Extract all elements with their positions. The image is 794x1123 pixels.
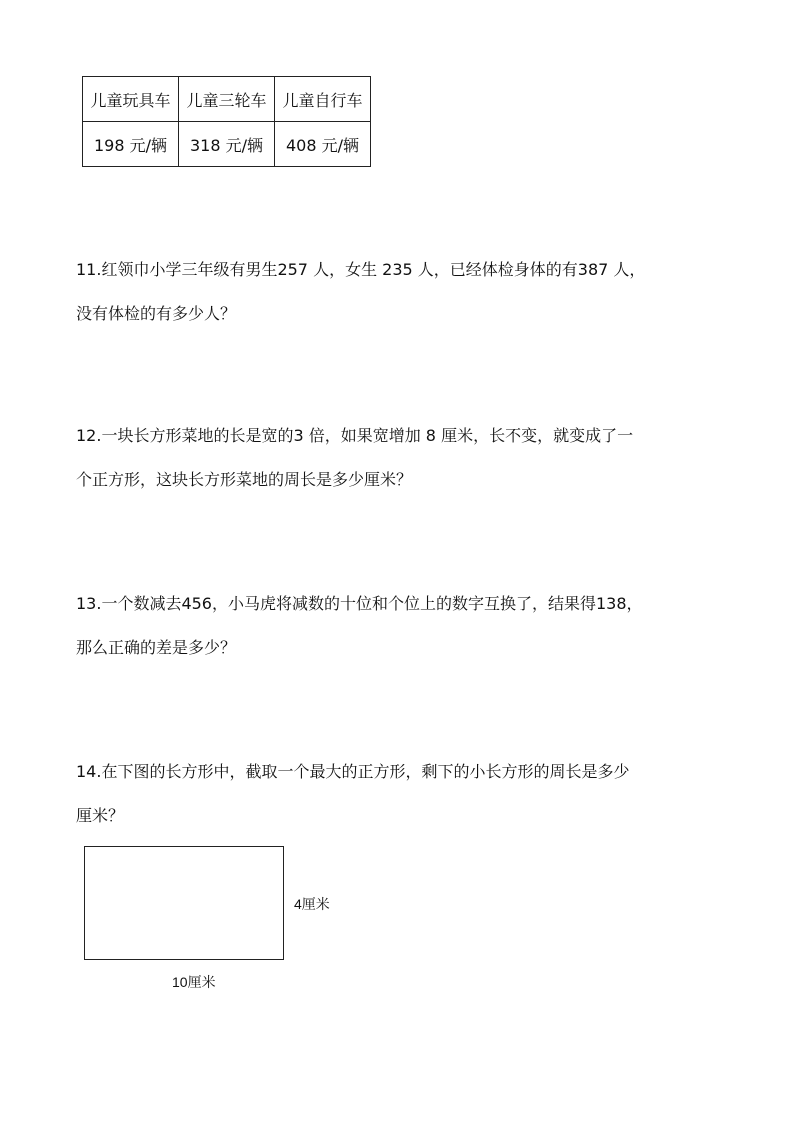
question-12-line-1: 12.一块长方形菜地的长是宽的3 倍，如果宽增加 8 厘米，长不变，就变成了一 — [76, 426, 634, 445]
price-tricycle: 318 元/辆 — [179, 122, 275, 167]
rectangle-figure — [84, 846, 284, 960]
price-bicycle: 408 元/辆 — [275, 122, 371, 167]
table-price-row — [83, 122, 371, 167]
question-14-line-2: 厘米？ — [76, 806, 125, 825]
price-toy-car: 198 元/辆 — [83, 122, 179, 167]
question-14-line-1: 14.在下图的长方形中，截取一个最大的正方形，剩下的小长方形的周长是多少 — [76, 762, 630, 781]
table-header-row — [83, 77, 371, 122]
question-12 — [76, 414, 726, 502]
rectangle-height-label: 4厘米 — [294, 896, 330, 912]
question-14 — [76, 750, 726, 838]
question-11-line-2: 没有体检的有多少人？ — [76, 304, 237, 323]
question-13-line-2: 那么正确的差是多少？ — [76, 638, 237, 657]
header-bicycle: 儿童自行车 — [275, 77, 371, 122]
question-12-line-2: 个正方形，这块长方形菜地的周长是多少厘米？ — [76, 470, 413, 489]
price-table — [82, 76, 371, 167]
question-11-line-1: 11.红领巾小学三年级有男生257 人，女生 235 人，已经体检身体的有387 人， — [76, 260, 646, 279]
question-13-line-1: 13.一个数减去456，小马虎将减数的十位和个位上的数字互换了，结果得138， — [76, 594, 643, 613]
question-13 — [76, 582, 726, 670]
header-tricycle: 儿童三轮车 — [179, 77, 275, 122]
question-11 — [76, 248, 726, 336]
rectangle-width-label: 10厘米 — [172, 974, 216, 990]
header-toy-car: 儿童玩具车 — [83, 77, 179, 122]
